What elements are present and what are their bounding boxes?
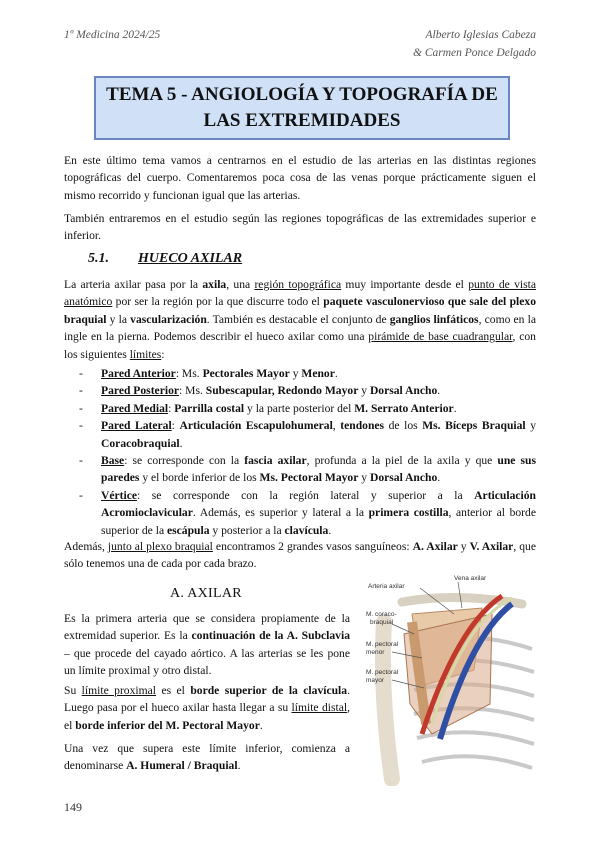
- section-heading: [88, 251, 242, 267]
- header-author-2: & Carmen Ponce Delgado: [413, 47, 536, 59]
- intro-paragraph-1: En este último tema vamos a centrarnos en el estudio de las arterias en las distintas regiones topográficas del cuerpo. Comentaremos poca cosa de las venas porque prácticamente siguen el mismo recorrido y funcionan igual que las arterias.: [64, 154, 536, 202]
- vessels-paragraph: Además, junto al plexo braquial encontramos 2 grandes vasos sanguíneos: A. Axilar y V. Axilar, que sólo tenemos una de cada por cada brazo.: [64, 540, 536, 571]
- label-arteria-axilar: Arteria axilar: [368, 583, 405, 590]
- arteria-paragraph-1: Es la primera arteria que se considera propiamente de la extremidad superior. Es la continuación de la A. Subclavia – que procede del cayado aórtico. A las arterias se les pone un límite proximal y otro distal.: [64, 612, 350, 678]
- title-line-2: LAS EXTREMIDADES: [203, 110, 401, 131]
- header-author-1: Alberto Iglesias Cabeza: [425, 29, 536, 41]
- label-coracobraquial-1: M. coraco-: [366, 611, 397, 618]
- section-number: 5.1.: [88, 251, 109, 266]
- label-pectoral-mayor-2: mayor: [366, 677, 385, 684]
- label-coracobraquial-2: braquial: [370, 619, 394, 626]
- subsection-heading: A. AXILAR: [170, 586, 242, 601]
- label-pectoral-menor-1: M. pectoral: [366, 641, 399, 648]
- list-item: - Pared Lateral: Articulación Escapulohumeral, tendones de los Ms. Bíceps Braquial y Coracobraquial.: [64, 417, 536, 452]
- list-item: - Base: se corresponde con la fascia axilar, profunda a la piel de la axila y que une sus paredes y el borde inferior de los Ms. Pectoral Mayor y Dorsal Ancho.: [64, 452, 536, 487]
- list-item: - Vértice: se corresponde con la región lateral y superior a la Articulación Acromioclavicular. Además, es superior y lateral a la primera costilla, anterior al borde superior de la escápula y posterior a la clavícula.: [64, 487, 536, 539]
- intro-paragraph-2: También entraremos en el estudio según las regiones topográficas de las extremidades superior e inferior.: [64, 212, 536, 243]
- list-item: - Pared Anterior: Ms. Pectorales Mayor y Menor.: [64, 365, 536, 382]
- page-title: [94, 76, 510, 140]
- arteria-paragraph-3: Una vez que supera este límite inferior, comienza a denominarse A. Humeral / Braquial.: [64, 742, 350, 773]
- label-pectoral-menor-2: menor: [366, 649, 385, 656]
- axila-paragraph: La arteria axilar pasa por la axila, una región topográfica muy importante desde el punto de vista anatómico por ser la región por la que discurre todo el paquete vasculonervioso que sale del plexo braquial y la vascularización. También es destacable el conjunto de ganglios linfáticos, como en la ingle en la pierna. Podemos describir el hueco axilar como una pirámide de base cuadrangular, con los siguientes límites:: [64, 278, 537, 361]
- label-pectoral-mayor-1: M. pectoral: [366, 669, 399, 676]
- axilla-anatomy-illustration: [362, 574, 536, 786]
- arteria-paragraph-2: Su límite proximal es el borde superior de la clavícula. Luego pasa por el hueco axilar hasta llegar a su límite distal, el borde inferior del M. Pectoral Mayor.: [64, 684, 350, 732]
- header-course: 1º Medicina 2024/25: [64, 29, 161, 41]
- list-item: - Pared Medial: Parrilla costal y la parte posterior del M. Serrato Anterior.: [64, 400, 536, 417]
- title-line-1: TEMA 5 - ANGIOLOGÍA Y TOPOGRAFÍA DE: [106, 84, 498, 105]
- section-title: HUECO AXILAR: [138, 251, 243, 266]
- page-number: 149: [64, 800, 82, 814]
- label-vena-axilar: Vena axilar: [454, 575, 487, 582]
- list-item: - Pared Posterior: Ms. Subescapular, Redondo Mayor y Dorsal Ancho.: [64, 382, 536, 399]
- header-authors: [413, 26, 536, 62]
- limits-list: [64, 365, 536, 539]
